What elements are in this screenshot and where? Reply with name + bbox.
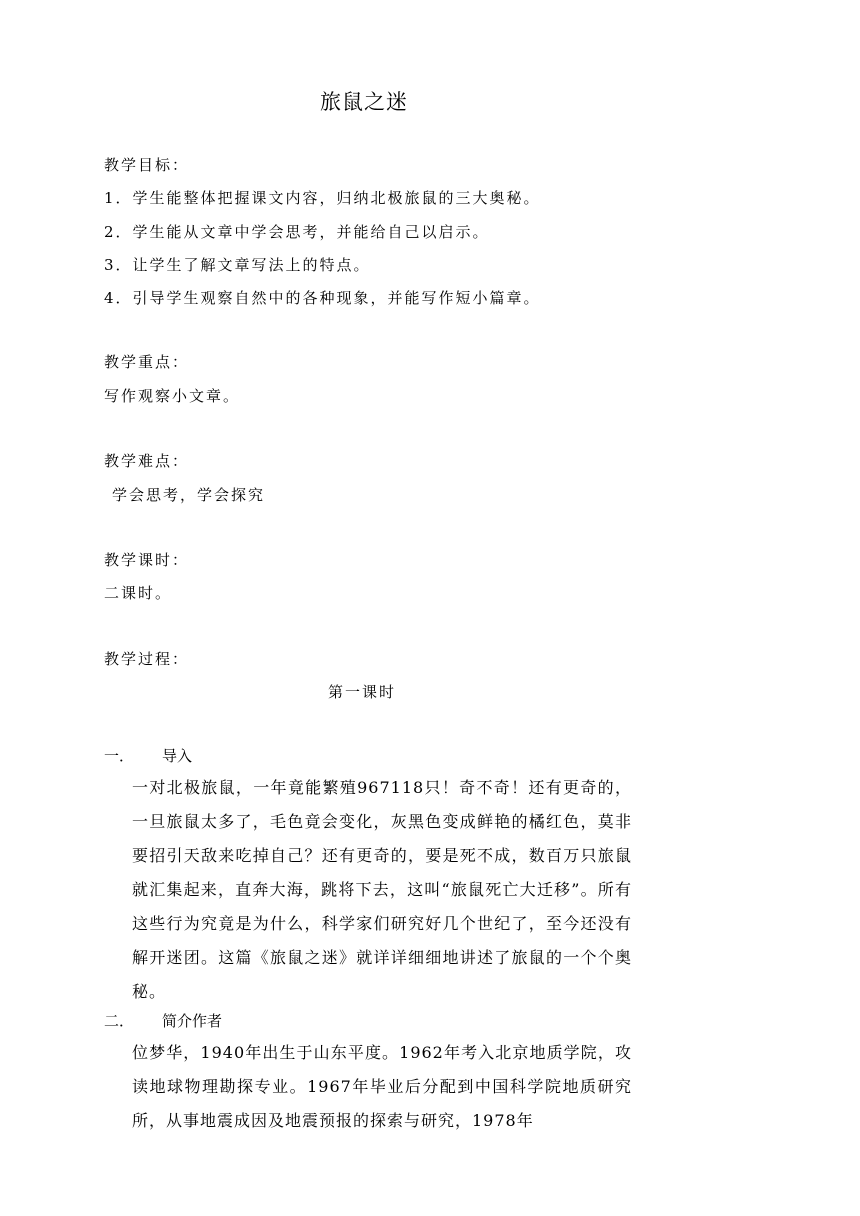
process-heading: 教学过程： — [104, 650, 190, 668]
section-heading — [104, 1010, 222, 1031]
objectives-heading: 教学目标： — [104, 156, 190, 174]
objective-item: 3．让学生了解文章写法上的特点。 — [104, 256, 371, 274]
difficulties-text: 学会思考，学会探究 — [112, 486, 266, 504]
period-subheading: 第一课时 — [328, 683, 397, 701]
periods-heading: 教学课时： — [104, 551, 190, 569]
section-paragraph: 位梦华，1940年出生于山东平度。1962年考入北京地质学院，攻读地球物理勘探专业。1967年毕业后分配到中国科学院地质研究所，从事地震成因及地震预报的探索与研究，1978年 — [132, 1043, 632, 1130]
periods-text: 二课时。 — [104, 584, 173, 602]
section-title: 简介作者 — [162, 1012, 223, 1030]
section-number: 二． — [104, 1012, 135, 1030]
objective-item: 4．引导学生观察自然中的各种现象，并能写作短小篇章。 — [104, 289, 541, 307]
key-points-heading: 教学重点： — [104, 353, 190, 371]
document-title: 旅鼠之迷 — [320, 90, 408, 114]
key-points-text: 写作观察小文章。 — [104, 387, 241, 405]
objective-item: 2．学生能从文章中学会思考，并能给自己以启示。 — [104, 223, 490, 241]
objective-item: 1．学生能整体把握课文内容，归纳北极旅鼠的三大奥秘。 — [104, 189, 541, 207]
section-title: 导入 — [162, 747, 193, 765]
section-paragraph: 一对北极旅鼠，一年竟能繁殖967118只！奇不奇！还有更奇的，一旦旅鼠太多了，毛色竟会变化，灰黑色变成鲜艳的橘红色，莫非要招引天敌来吃掉自己？还有更奇的，要是死不成，数百万只旅鼠就汇集起来，直奔大海，跳将下去，这叫“旅鼠死亡大迁移”。所有这些行为究竟是为什么，科学家们研究好几个世纪了，至今还没有解开迷团。这篇《旅鼠之迷》就详详细细地讲述了旅鼠的一个个奥秘。 — [132, 778, 632, 1001]
section-number: 一． — [104, 747, 135, 765]
difficulties-heading: 教学难点： — [104, 452, 190, 470]
section-heading — [104, 745, 192, 766]
